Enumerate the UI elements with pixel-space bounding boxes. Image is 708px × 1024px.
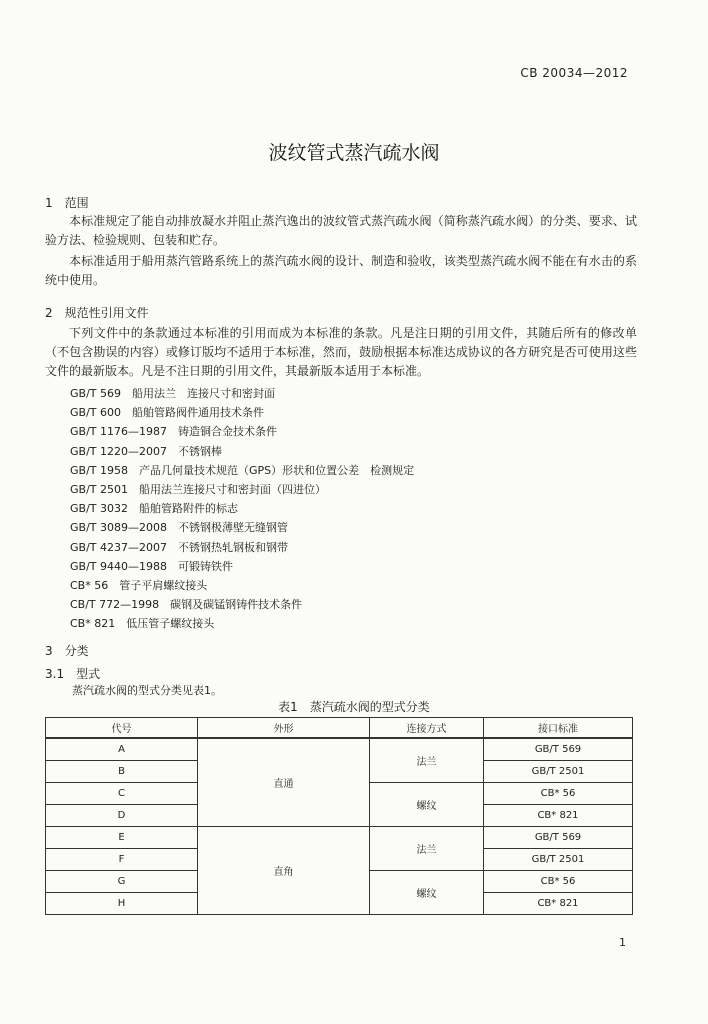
table-row bbox=[46, 738, 633, 761]
cell-connection: 法兰 bbox=[370, 738, 484, 783]
section-3-1-paragraph: 蒸汽疏水阀的型式分类见表1。 bbox=[72, 684, 222, 697]
header-standard: 接口标准 bbox=[484, 718, 633, 739]
section-2-heading: 2 规范性引用文件 bbox=[45, 306, 149, 320]
reference-item: GB/T 569 船用法兰 连接尺寸和密封面 bbox=[70, 387, 275, 400]
reference-list bbox=[70, 384, 414, 633]
reference-item: GB/T 3089—2008 不锈钢极薄壁无缝钢管 bbox=[70, 521, 288, 535]
cell-standard: CB* 56 bbox=[484, 783, 633, 805]
reference-item: GB/T 1958 产品几何量技术规范（GPS）形状和位置公差 检测规定 bbox=[70, 463, 415, 477]
cell-connection: 螺纹 bbox=[370, 871, 484, 915]
cell-code: C bbox=[46, 783, 198, 805]
section-3-1-heading: 3.1 型式 bbox=[45, 667, 101, 681]
cell-code: G bbox=[46, 871, 198, 893]
standard-number: CB 20034—2012 bbox=[520, 66, 628, 80]
table-row bbox=[46, 827, 633, 849]
table-caption: 表1 蒸汽疏水阀的型式分类 bbox=[278, 700, 430, 714]
cell-connection: 螺纹 bbox=[370, 783, 484, 827]
cell-standard: CB* 821 bbox=[484, 805, 633, 827]
cell-shape: 直角 bbox=[198, 827, 370, 915]
cell-standard: CB* 821 bbox=[484, 893, 633, 915]
cell-shape: 直通 bbox=[198, 738, 370, 827]
cell-standard: GB/T 2501 bbox=[484, 849, 633, 871]
reference-item: CB* 56 管子平肩螺纹接头 bbox=[70, 578, 208, 592]
cell-standard: CB* 56 bbox=[484, 871, 633, 893]
header-shape: 外形 bbox=[198, 718, 370, 739]
cell-code: D bbox=[46, 805, 198, 827]
classification-table bbox=[45, 717, 633, 915]
reference-item: GB/T 2501 船用法兰连接尺寸和密封面（四进位） bbox=[70, 482, 326, 496]
reference-item: GB/T 3032 船舶管路附件的标志 bbox=[70, 502, 238, 516]
cell-connection: 法兰 bbox=[370, 827, 484, 871]
header-connection: 连接方式 bbox=[370, 718, 484, 739]
cell-standard: GB/T 569 bbox=[484, 827, 633, 849]
reference-item: CB* 821 低压管子螺纹接头 bbox=[70, 617, 215, 631]
cell-standard: GB/T 569 bbox=[484, 738, 633, 761]
section-1-paragraph-2: 本标准适用于船用蒸汽管路系统上的蒸汽疏水阀的设计、制造和验收，该类型蒸汽疏水阀不能在有水击的系统中使用。 bbox=[45, 254, 637, 287]
reference-item: GB/T 1220—2007 不锈钢棒 bbox=[70, 444, 222, 458]
page-number: 1 bbox=[619, 936, 626, 949]
section-3-heading: 3 分类 bbox=[45, 644, 89, 658]
section-1-paragraph-1: 本标准规定了能自动排放凝水并阻止蒸汽逸出的波纹管式蒸汽疏水阀（简称蒸汽疏水阀）的分类、要求、试验方法、检验规则、包装和贮存。 bbox=[45, 214, 637, 247]
reference-item: CB/T 772—1998 碳钢及碳锰钢铸件技术条件 bbox=[70, 598, 303, 612]
table-header-row bbox=[46, 718, 633, 739]
section-2-paragraph-1: 下列文件中的条款通过本标准的引用而成为本标准的条款。凡是注日期的引用文件，其随后所有的修改单（不包含勘误的内容）或修订版均不适用于本标准，然而，鼓励根据本标准达成协议的各方研究是否可使用这些文件的最新版本。凡是不注日期的引用文件，其最新版本适用于本标准。 bbox=[45, 326, 637, 378]
reference-item: GB/T 4237—2007 不锈钢热轧钢板和钢带 bbox=[70, 540, 288, 554]
cell-code: A bbox=[46, 738, 198, 761]
section-1-heading: 1 范围 bbox=[45, 196, 89, 210]
cell-code: F bbox=[46, 849, 198, 871]
header-code: 代号 bbox=[46, 718, 198, 739]
reference-item: GB/T 9440—1988 可锻铸铁件 bbox=[70, 559, 233, 573]
cell-code: H bbox=[46, 893, 198, 915]
reference-item: GB/T 600 船舶管路阀件通用技术条件 bbox=[70, 406, 264, 420]
reference-item: GB/T 1176—1987 铸造铜合金技术条件 bbox=[70, 425, 277, 439]
cell-code: B bbox=[46, 761, 198, 783]
cell-code: E bbox=[46, 827, 198, 849]
document-title: 波纹管式蒸汽疏水阀 bbox=[268, 142, 440, 164]
cell-standard: GB/T 2501 bbox=[484, 761, 633, 783]
